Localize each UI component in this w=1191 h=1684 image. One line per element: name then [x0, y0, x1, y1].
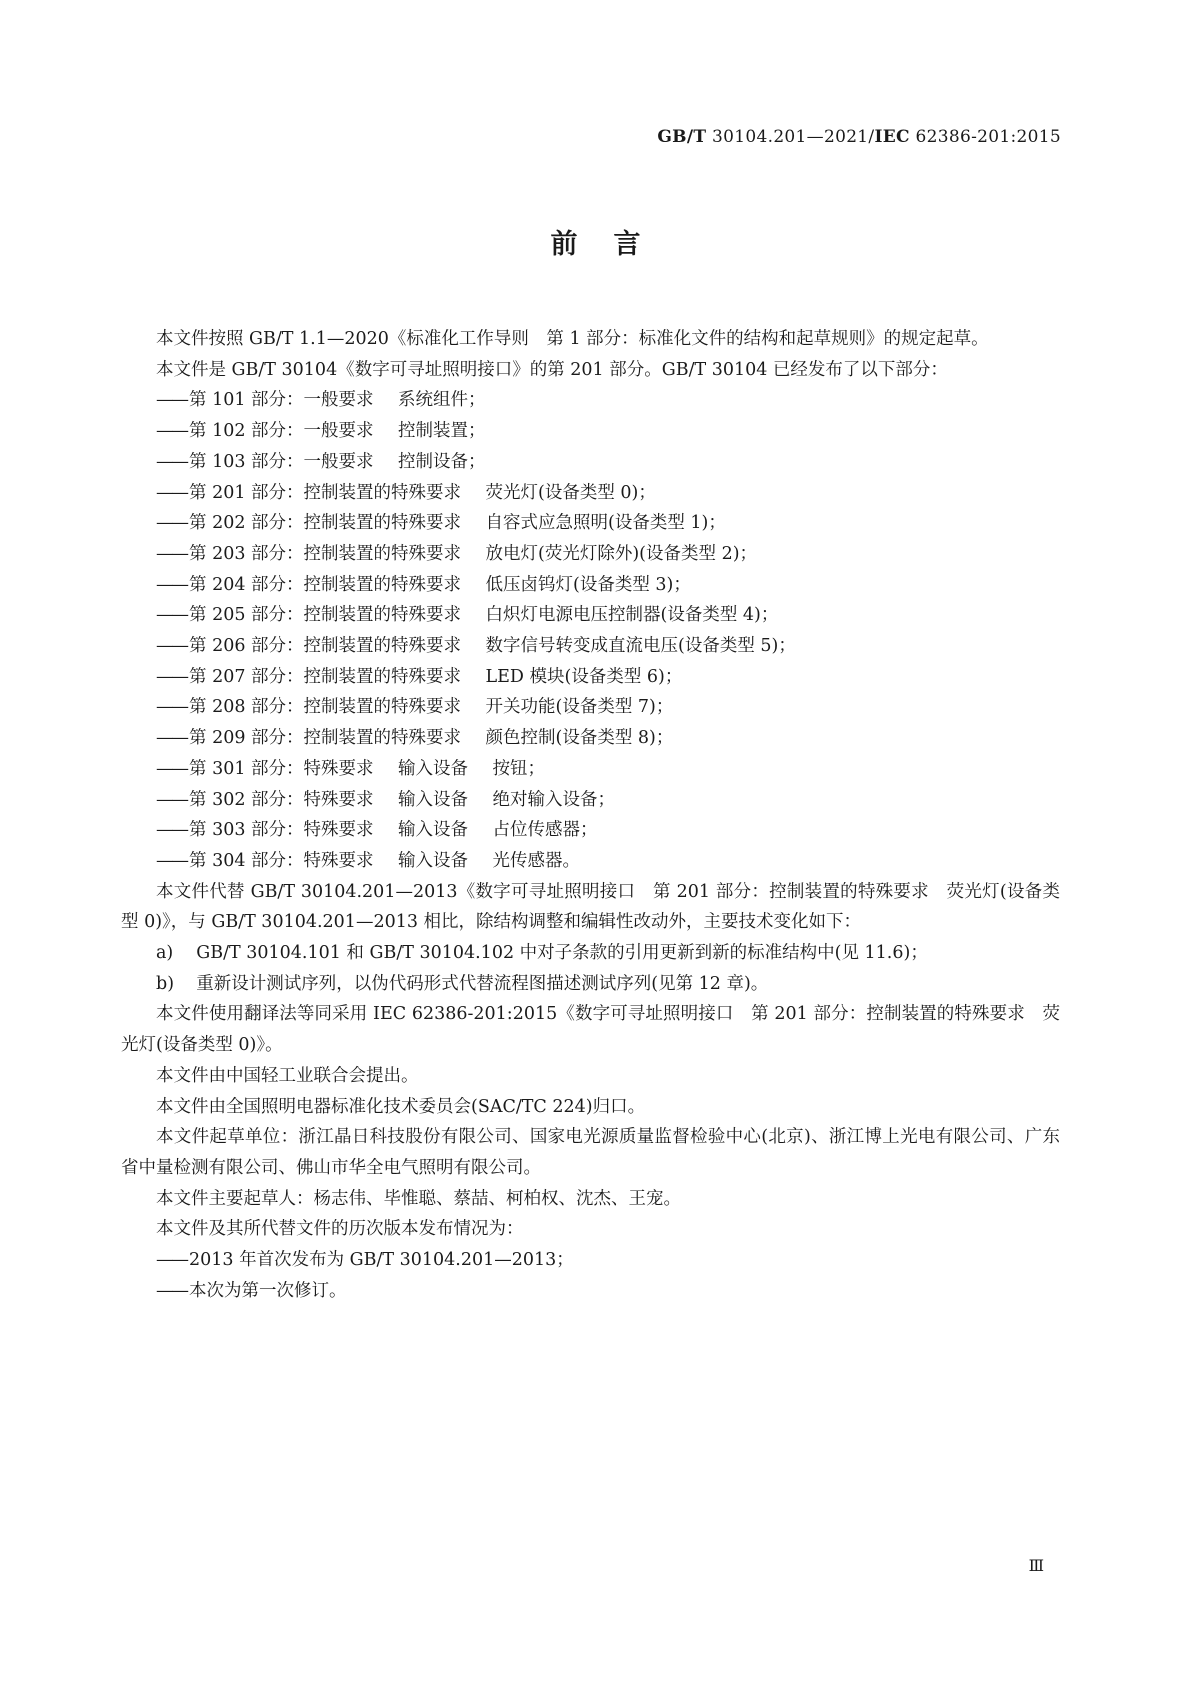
page-number: Ⅲ: [1028, 1556, 1044, 1575]
history-list: [121, 1245, 1060, 1306]
list-item: —— 第 103 部分：一般要求 控制设备；: [156, 451, 486, 472]
dash-mark: ——: [156, 789, 187, 810]
list-item: a) GB/T 30104.101 和 GB/T 30104.102 中对子条款的引用更新到新的标准结构中(见 11.6)；: [156, 943, 928, 964]
list-item: —— 第 102 部分：一般要求 控制装置；: [156, 421, 486, 442]
list-item: —— 第 301 部分：特殊要求 输入设备 按钮；: [156, 758, 546, 779]
dash-mark: ——: [156, 758, 187, 779]
changes-list: [121, 938, 1060, 999]
list-item: —— 本次为第一次修订。: [156, 1280, 347, 1301]
foreword-body: [121, 324, 1060, 1307]
dash-mark: ——: [156, 728, 187, 749]
code-iec: IEC: [874, 127, 910, 147]
dash-mark: ——: [156, 390, 187, 411]
dash-mark: ——: [156, 636, 187, 657]
parts-list: [121, 385, 1060, 876]
dash-mark: ——: [156, 543, 187, 564]
dash-mark: ——: [156, 482, 187, 503]
paragraph-drafters: 本文件主要起草人：杨志伟、毕惟聪、蔡喆、柯柏权、沈杰、王宠。: [156, 1188, 681, 1209]
dash-mark: ——: [156, 1280, 187, 1301]
list-item: —— 第 303 部分：特殊要求 输入设备 占位传感器；: [156, 820, 598, 841]
paragraph-translation: 本文件使用翻译法等同采用 IEC 62386-201:2015《数字可寻址照明接口 第 201 部分：控制装置的特殊要求 荧光灯(设备类型 0)》。: [121, 1004, 1060, 1056]
paragraph-drafting-units: 本文件起草单位：浙江晶日科技股份有限公司、国家电光源质量监督检验中心(北京)、浙江博上光电有限公司、广东省中量检测有限公司、佛山市华全电气照明有限公司。: [121, 1127, 1060, 1178]
list-item: —— 第 207 部分：控制装置的特殊要求 LED 模块(设备类型 6)；: [156, 666, 683, 687]
paragraph-technical-committee: 本文件由全国照明电器标准化技术委员会(SAC/TC 224)归口。: [156, 1096, 646, 1117]
dash-mark: ——: [156, 697, 187, 718]
paragraph-replaces: 本文件代替 GB/T 30104.201—2013《数字可寻址照明接口 第 201 部分：控制装置的特殊要求 荧光灯(设备类型 0)》，与 GB/T 30104.201—2013 相比，除结构调整和编辑性改动外，主要技术变化如下：: [121, 881, 1060, 933]
dash-mark: ——: [156, 605, 187, 626]
dash-mark: ——: [156, 820, 187, 841]
list-item: —— 2013 年首次发布为 GB/T 30104.201—2013；: [156, 1250, 574, 1271]
dash-mark: ——: [156, 574, 187, 595]
list-item: —— 第 204 部分：控制装置的特殊要求 低压卤钨灯(设备类型 3)；: [156, 574, 691, 595]
list-item: —— 第 101 部分：一般要求 系统组件；: [156, 390, 486, 411]
paragraph-series-intro: 本文件是 GB/T 30104《数字可寻址照明接口》的第 201 部分。GB/T 30104 已经发布了以下部分：: [156, 359, 948, 380]
dash-mark: ——: [156, 451, 187, 472]
code-prefix: GB/T: [657, 127, 707, 147]
paragraph-history: 本文件及其所代替文件的历次版本发布情况为：: [156, 1219, 524, 1240]
dash-mark: ——: [156, 421, 187, 442]
list-item: —— 第 304 部分：特殊要求 输入设备 光传感器。: [156, 850, 581, 871]
list-item: —— 第 205 部分：控制装置的特殊要求 白炽灯电源电压控制器(设备类型 4)；: [156, 605, 779, 626]
paragraph-proposed: 本文件由中国轻工业联合会提出。: [156, 1065, 419, 1086]
code-iec-number: 62386-201:2015: [915, 127, 1061, 147]
document-code: [657, 127, 1061, 147]
list-item: —— 第 206 部分：控制装置的特殊要求 数字信号转变成直流电压(设备类型 5)；: [156, 636, 796, 657]
list-item: —— 第 208 部分：控制装置的特殊要求 开关功能(设备类型 7)；: [156, 697, 674, 718]
dash-mark: ——: [156, 666, 187, 687]
list-item: —— 第 209 部分：控制装置的特殊要求 颜色控制(设备类型 8)；: [156, 728, 674, 749]
list-item: —— 第 201 部分：控制装置的特殊要求 荧光灯(设备类型 0)；: [156, 482, 656, 503]
list-item: —— 第 202 部分：控制装置的特殊要求 自容式应急照明(设备类型 1)；: [156, 513, 726, 534]
dash-mark: ——: [156, 850, 187, 871]
paragraph-drafting-rules: 本文件按照 GB/T 1.1—2020《标准化工作导则 第 1 部分：标准化文件的结构和起草规则》的规定起草。: [156, 329, 989, 349]
dash-mark: ——: [156, 513, 187, 534]
page-title: 前言: [550, 229, 677, 260]
code-number: 30104.201—2021/: [712, 127, 875, 147]
list-item: —— 第 203 部分：控制装置的特殊要求 放电灯(荧光灯除外)(设备类型 2)；: [156, 543, 758, 564]
list-item: b) 重新设计测试序列，以伪代码形式代替流程图描述测试序列(见第 12 章)。: [156, 973, 769, 994]
list-item: —— 第 302 部分：特殊要求 输入设备 绝对输入设备；: [156, 789, 616, 810]
dash-mark: ——: [156, 1250, 187, 1271]
